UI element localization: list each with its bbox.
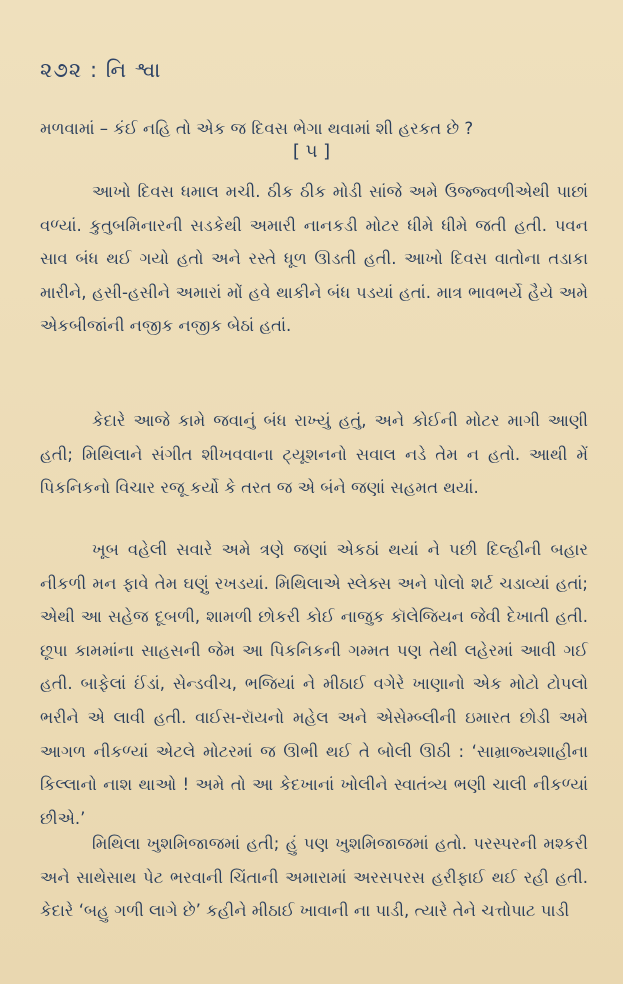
page-header <box>40 58 161 83</box>
page-number: ૨૭૨ <box>40 58 83 82</box>
paragraph-4: મિથિલા ખુશમિજાજમાં હતી; હું પણ ખુશમિજાજમાં હતો. પરસ્પરની મશ્કરી અને સાથેસાથ પેટ ભરવાની ચિંતાની અમારામાં અરસપરસ હરીફાઈ થઈ રહી હતી. કેદારે ‘બહુ ગળી લાગે છે’ કહીને મીઠાઈ ખાવાની ના પાડી, ત્યારે તેને ચત્તોપાટ પાડી <box>40 834 588 921</box>
continued-line: મળવામાં – કંઈ નહિ તો એક જ દિવસ ભેગા થવામાં શી હરકત છે ? <box>40 119 474 138</box>
paragraph-1: આખો દિવસ ધમાલ મચી. ઠીક ઠીક મોડી સાંજે અમે ઉજ્જ્વળીએથી પાછાં વળ્યાં. કુતુબમિનારની સડકેથી અમારી નાનકડી મોટર ધીમે ધીમે જતી હતી. પવન સાવ બંધ થઈ ગયો હતો અને રસ્તે ધૂળ ઊડતી હતી. આખો દિવસ વાતોના તડાકા મારીને, હસી-હસીને અમારાં મોં હવે થાકીને બંધ પડયાં હતાં. માત્ર ભાવભર્યે હૈયે અમે એકબીજાંની નજીક નજીક બેઠાં હતાં. <box>40 182 588 336</box>
paragraph-2: કેદારે આજે કામે જવાનું બંધ રાખ્યું હતું, અને કોઈની મોટર માગી આણી હતી; મિથિલાને સંગીત શીખવવાના ટ્યૂશનનો સવાલ નડે તેમ ન હતો. આથી મેં પિકનિકનો વિચાર રજૂ કર્યો કે તરત જ એ બંને જણાં સહમત થયાં. <box>40 411 588 498</box>
book-title: નિ શ્વા <box>105 58 162 82</box>
paragraph-3: ખૂબ વહેલી સવારે અમે ત્રણે જણાં એકઠાં થયાં ને પછી દિલ્હીની બહાર નીકળી મન ફાવે તેમ ઘણું રખડયાં. મિથિલાએ સ્લેક્સ અને પોલો શર્ટ ચડાવ્યાં હતાં; એથી આ સહેજ દૂબળી, શામળી છોકરી કોઈ નાજુક કૉલેજિયન જેવી દેખાતી હતી. છૂપા કામમાંના સાહસની જેમ આ પિકનિકની ગમ્મત પણ તેથી લહેરમાં આવી ગઈ હતી. બાફેલાં ઈંડાં, સેન્ડવીચ, ભજિયાં ને મીઠાઈ વગેરે ખાણાનો એક મોટો ટોપલો ભરીને એ લાવી હતી. વાઈસ-રૉયનો મહેલ અને એસેમ્બ્લીની ઇમારત છોડી અમે આગળ નીકળ્યાં એટલે મોટરમાં જ ઊભી થઈ તે બોલી ઊઠી : ‘સામ્રાજ્યશાહીના કિલ્લાનો નાશ થાઓ ! અમે તો આ કેદખાનાં ખોલીને સ્વાતંત્ર્ય ભણી ચાલી નીકળ્યાં છીએ.’ <box>40 540 588 828</box>
header-separator: : <box>89 58 99 82</box>
section-number: [ ૫ ] <box>292 141 331 162</box>
